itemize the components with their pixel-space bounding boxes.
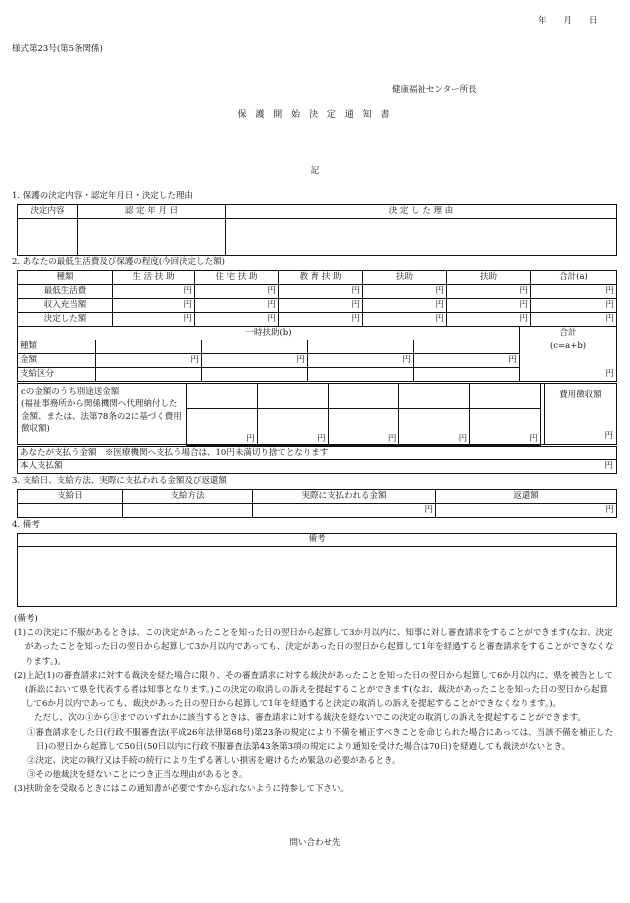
temp-type-cell[interactable] <box>202 340 308 354</box>
yen-cell[interactable]: 円 <box>96 354 202 368</box>
head-total-a: 合計(a) <box>531 271 617 285</box>
yen-cell[interactable]: 円 <box>257 409 328 446</box>
yen-cell[interactable]: 円 <box>195 285 279 299</box>
note-2: (2)上記(1)の審査請求に対する裁決を経た場合に限り、その審査請求に対する裁決があったことを知った日の翌日から起算して6か月以内に、県を被告として(訴訟において県を代表する者は知事となります。)この決定の取消しの訴えを提起することができます(なお、裁決があったことを知った日の翌日から起算して6か月以内であっても、裁決があった日の翌日から起算して1年を経過すると決定の取消しの訴えを提起することができなくなります。)。 <box>14 670 613 710</box>
head-housing: 住 宅 扶 助 <box>195 271 279 285</box>
yen-cell[interactable]: 円 <box>113 313 195 327</box>
fee-label: 費用徴収額 <box>559 390 602 400</box>
temp-category-cell[interactable] <box>96 368 202 382</box>
head-type: 種類 <box>18 271 113 285</box>
col-pay-method: 支給方法 <box>123 490 253 504</box>
temporary-aid-table <box>17 326 617 382</box>
contact-label: 問い合わせ先 <box>289 838 341 848</box>
row-income: 収入充当額 <box>18 299 113 313</box>
transfer-cell[interactable] <box>399 384 470 409</box>
head-living: 生 活 扶 助 <box>113 271 195 285</box>
temp-category-cell[interactable] <box>202 368 308 382</box>
col-pay-date: 支給日 <box>18 490 123 504</box>
yen-cell[interactable]: 円 <box>328 409 399 446</box>
yen-cell[interactable]: 円 <box>363 285 447 299</box>
total-c-formula: (c=a+b) <box>520 340 617 354</box>
form-number: 様式第23号(第5条関係) <box>12 44 103 54</box>
total-c-cell[interactable] <box>520 354 617 368</box>
temp-type-cell[interactable] <box>414 340 520 354</box>
temp-category-cell[interactable] <box>308 368 414 382</box>
temp-amount-label: 金額 <box>18 354 96 368</box>
total-c-label: 合計 <box>520 327 617 341</box>
transfer-cell[interactable] <box>257 384 328 409</box>
yen-cell[interactable]: 円 <box>531 299 617 313</box>
row-decided: 決定した額 <box>18 313 113 327</box>
yen-cell[interactable]: 円 <box>447 285 531 299</box>
self-pay-yen: 円 <box>604 461 613 471</box>
payment-table <box>17 489 617 518</box>
temp-type-cell[interactable] <box>308 340 414 354</box>
yen-cell[interactable]: 円 <box>363 313 447 327</box>
yen-cell[interactable]: 円 <box>195 313 279 327</box>
yen-cell[interactable]: 円 <box>414 354 520 368</box>
col-decision: 決定内容 <box>18 205 78 219</box>
remarks-head: 備考 <box>308 534 326 544</box>
notes-head: (備考) <box>14 614 38 624</box>
transfer-label: cの金額のうち別途送金額 (福祉事務所から関係機関へ代理納付した金額、または、法第78条の2に基づく費用徴収額) <box>21 387 182 434</box>
yen-cell[interactable]: 円 <box>187 409 258 446</box>
fee-yen: 円 <box>604 431 613 441</box>
ki-label: 記 <box>310 166 320 176</box>
decision-cell[interactable] <box>18 219 78 256</box>
date-field: 年 月 日 <box>538 16 598 26</box>
head-education: 教 育 扶 助 <box>279 271 363 285</box>
transfer-cell[interactable] <box>328 384 399 409</box>
head-aid-a: 扶助 <box>363 271 447 285</box>
temp-type-label: 種類 <box>18 340 96 354</box>
yen-cell[interactable]: 円 <box>531 313 617 327</box>
yen-cell[interactable]: 円 <box>113 285 195 299</box>
refund-yen[interactable]: 円 <box>436 504 617 518</box>
pay-note: あなたが支払う金額 ※医療機関へ支払う場合は、10円未満切り捨てとなります <box>20 448 329 458</box>
note-2b: ただし、次の①から③までのいずれかに該当するときは、審査請求に対する裁決を経ないでこの決定の取消しの訴えを提起することができます。 <box>34 713 586 724</box>
yen-cell[interactable]: 円 <box>399 409 470 446</box>
head-aid-b: 扶助 <box>447 271 531 285</box>
document-title: 保 護 開 始 決 定 通 知 書 <box>237 110 393 120</box>
yen-cell[interactable]: 円 <box>447 313 531 327</box>
total-c-yen[interactable]: 円 <box>520 368 617 382</box>
pay-date-cell[interactable] <box>18 504 123 518</box>
section1-title: 1. 保護の決定内容・認定年月日・決定した理由 <box>12 191 193 201</box>
divider <box>17 546 617 547</box>
temp-type-cell[interactable] <box>96 340 202 354</box>
actual-amount-yen[interactable]: 円 <box>253 504 436 518</box>
living-cost-table <box>17 270 617 327</box>
yen-cell[interactable]: 円 <box>195 299 279 313</box>
yen-cell[interactable]: 円 <box>279 285 363 299</box>
section3-title: 3. 支給日、支給方法、実際に支払われる金額及び返還額 <box>12 476 227 486</box>
note-1: (1)この決定に不服があるときは、この決定があったことを知った日の翌日から起算して3か月以内に、知事に対し審査請求をすることができます(なお、決定があったことを知った日の翌日から起算して3か月以内であっても、決定があった日の翌日から起算して1年を経過すると審査請求をすることができなくなります。)。 <box>14 628 614 667</box>
col-refund: 返還額 <box>436 490 617 504</box>
temp-aid-title: 一時扶助(b) <box>18 327 520 341</box>
yen-cell[interactable]: 円 <box>308 354 414 368</box>
section2-title: 2. あなたの最低生活費及び保護の程度(今回決定した額) <box>12 257 225 267</box>
yen-cell[interactable]: 円 <box>113 299 195 313</box>
note-case-1: ①審査請求をした日(行政不服審査法(平成26年法律第68号)第23条の規定により不備を補正すべきことを命じられた場合にあっては、当該不備を補正した日)の翌日から起算して50日(50日以内に行政不服審査法第43条第3項の規定により通知を受けた場合は70日)を経過しても裁決がないとき。 <box>27 727 614 752</box>
temp-category-cell[interactable] <box>414 368 520 382</box>
yen-cell[interactable]: 円 <box>447 299 531 313</box>
yen-cell[interactable]: 円 <box>363 299 447 313</box>
note-3: (3)扶助金を受取るときにはこの通知書が必要ですから忘れないように持参して下さい。 <box>14 784 350 795</box>
temp-category-label: 支給区分 <box>18 368 96 382</box>
pay-method-cell[interactable] <box>123 504 253 518</box>
yen-cell[interactable]: 円 <box>470 409 541 446</box>
approval-date-cell[interactable] <box>78 219 226 256</box>
note-case-2: ②決定、決定の執行又は手続の続行により生ずる著しい損害を避けるため緊急の必要があるとき。 <box>27 756 401 767</box>
transfer-cell[interactable] <box>187 384 258 409</box>
col-actual-amount: 実際に支払われる金額 <box>253 490 436 504</box>
col-approval-date: 認 定 年 月 日 <box>78 205 226 219</box>
section4-title: 4. 備考 <box>12 520 40 530</box>
col-reason: 決 定 し た 理 由 <box>226 205 617 219</box>
row-min-cost: 最低生活費 <box>18 285 113 299</box>
transfer-cell[interactable] <box>470 384 541 409</box>
notes-block <box>14 612 614 797</box>
reason-cell[interactable] <box>226 219 617 256</box>
self-pay-label: 本人支払額 <box>20 461 63 471</box>
yen-cell[interactable]: 円 <box>202 354 308 368</box>
note-case-3: ③その他裁決を経ないことにつき正当な理由があるとき。 <box>27 770 248 781</box>
yen-cell[interactable]: 円 <box>279 299 363 313</box>
decision-table <box>17 204 617 256</box>
issuer-title: 健康福祉センター所長 <box>392 85 477 95</box>
yen-cell[interactable]: 円 <box>279 313 363 327</box>
divider <box>17 459 617 460</box>
transfer-grid <box>186 383 541 446</box>
yen-cell[interactable]: 円 <box>531 285 617 299</box>
